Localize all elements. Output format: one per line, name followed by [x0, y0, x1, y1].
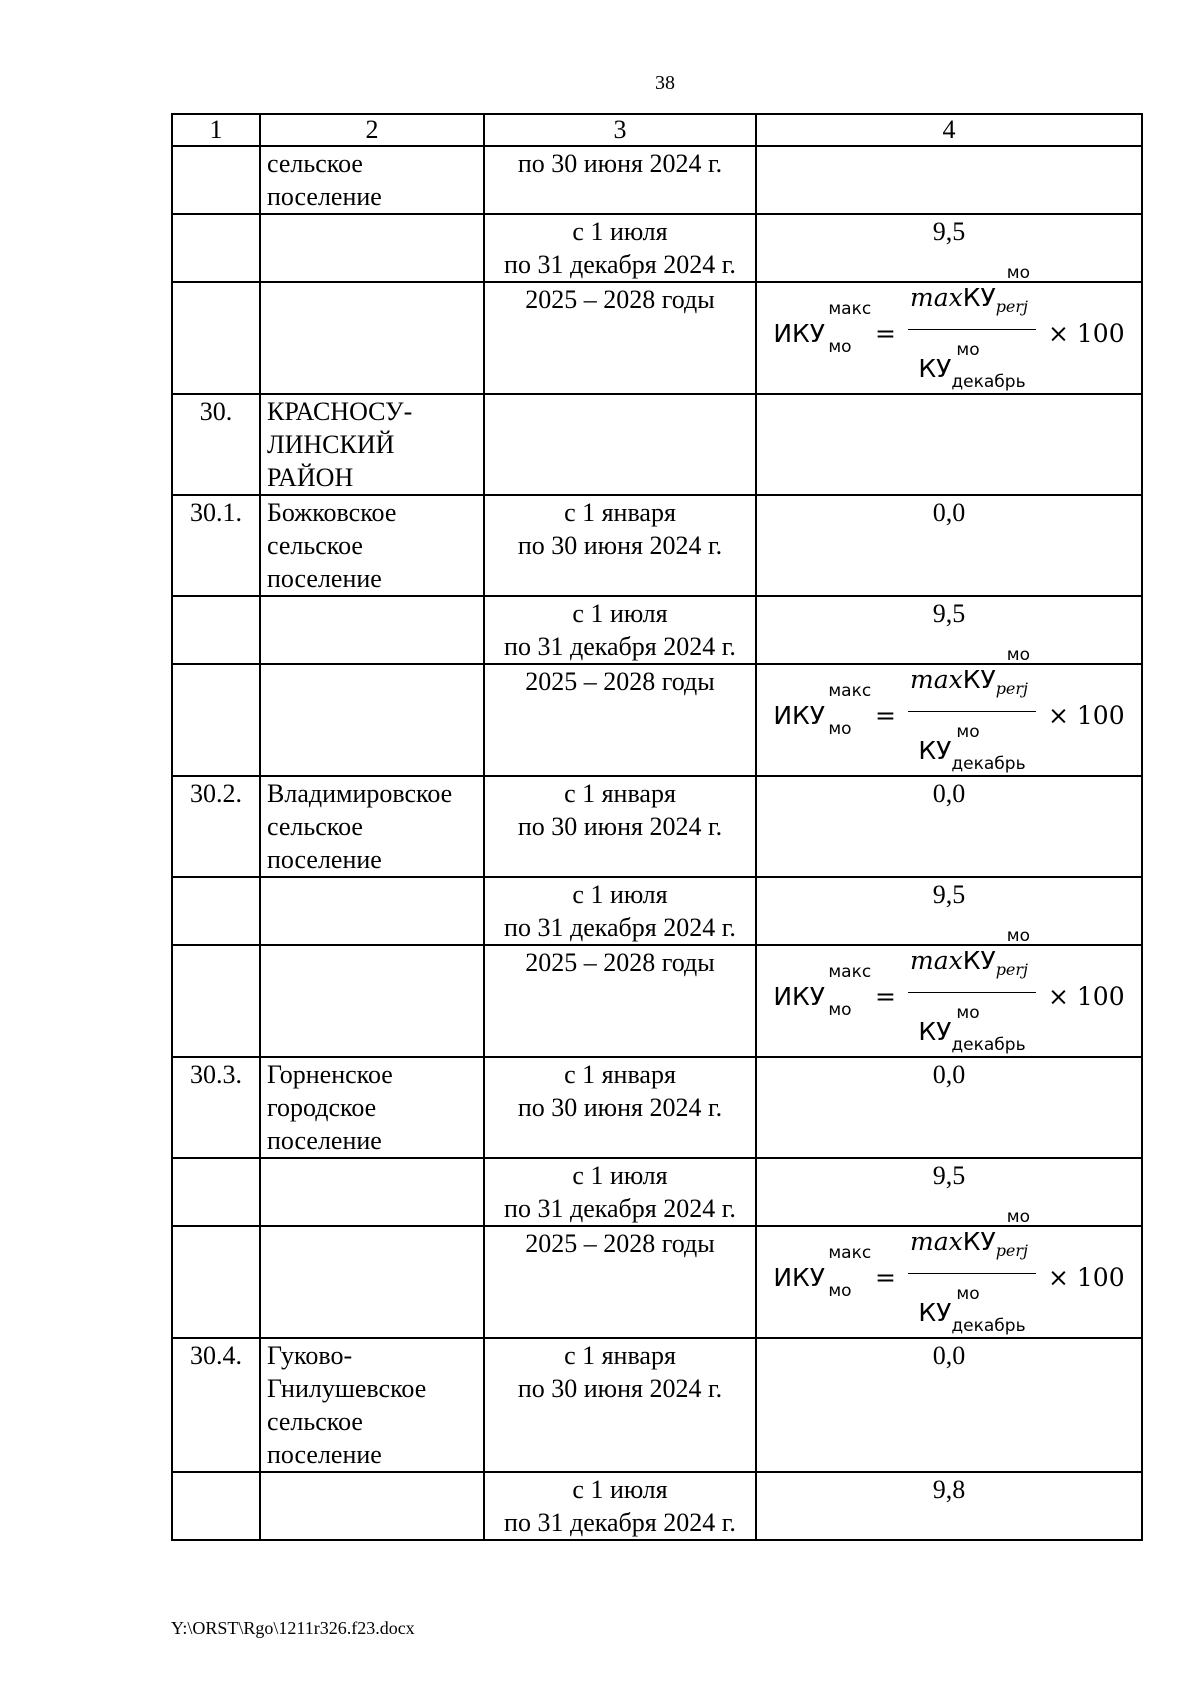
index-value-cell [756, 263, 1142, 394]
formula-max: max [909, 1227, 963, 1256]
formula [763, 645, 1135, 774]
settlement-name-line: Гнилушевское [267, 1374, 427, 1403]
period-cell [484, 945, 756, 1057]
formula-multiplier: × 100 [1048, 318, 1125, 348]
table-row [172, 394, 1142, 495]
formula-numerator [909, 1207, 1034, 1273]
page-number: 38 [655, 72, 675, 94]
index-value-cell: 0,0 [756, 495, 1142, 596]
formula-numerator-subscript: perj [995, 297, 1029, 316]
formula-lhs [773, 680, 872, 739]
formula-lhs-superscript: макс [828, 1242, 872, 1263]
index-value-cell [756, 645, 1142, 776]
settlement-name-cell [260, 776, 484, 877]
row-number-cell: 30. [172, 394, 260, 495]
settlement-name-line: поселение [267, 1440, 382, 1469]
period-line: с 1 июля [572, 217, 668, 246]
period-line: по 30 июня 2024 г. [517, 149, 723, 178]
formula-numerator-superscript: мо [1006, 645, 1031, 665]
formula-numerator [909, 263, 1034, 329]
period-cell [484, 596, 756, 664]
settlement-name-line: городское [267, 1093, 377, 1122]
settlement-name-cell [260, 596, 484, 664]
period-cell [484, 776, 756, 877]
index-value-cell [756, 1207, 1142, 1338]
period-line: 2025 – 2028 годы [525, 285, 715, 314]
formula-lhs-symbol: ИКУ [773, 1262, 826, 1292]
header-cell-4: 4 [756, 114, 1142, 146]
period-cell [484, 495, 756, 596]
row-number-cell [172, 214, 260, 282]
formula-numerator [909, 645, 1034, 711]
period-line: по 30 июня 2024 г. [517, 1374, 723, 1403]
period-cell [484, 1338, 756, 1472]
formula-equals: = [875, 1262, 896, 1292]
settlement-name-line: Владимировское [267, 779, 453, 808]
index-value-cell: 9,5 [756, 877, 1142, 945]
footer-file-path: Y:\ORST\Rgo\1211r326.f23.docx [171, 1618, 415, 1638]
settlement-name-cell [260, 1226, 484, 1338]
formula-numerator-superscript: мо [1006, 263, 1031, 283]
settlement-name-line: поселение [267, 1126, 382, 1155]
period-line: по 30 июня 2024 г. [517, 812, 723, 841]
formula-denominator [918, 1274, 1025, 1343]
formula-max: max [909, 946, 963, 975]
period-line: 2025 – 2028 годы [525, 1229, 715, 1258]
formula-denominator-subscript: декабрь [951, 1035, 1026, 1055]
formula-lhs [773, 1242, 872, 1301]
settlement-name-cell [260, 664, 484, 776]
formula-ku: КУ [962, 665, 996, 694]
period-line: 2025 – 2028 годы [525, 667, 715, 696]
period-cell [484, 394, 756, 495]
formula-lhs-superscript: макс [828, 680, 872, 701]
formula-denominator [918, 712, 1025, 781]
period-line: с 1 января [564, 1341, 676, 1370]
period-line: с 1 июля [572, 599, 668, 628]
table-row [172, 664, 1142, 776]
formula-fraction [908, 263, 1036, 399]
settlement-name-cell [260, 877, 484, 945]
row-number-cell: 30.4. [172, 1338, 260, 1472]
period-line: по 31 декабря 2024 г. [504, 913, 736, 942]
index-value-cell: 9,5 [756, 596, 1142, 664]
formula-lhs-symbol: ИКУ [773, 318, 826, 348]
table-body [172, 146, 1142, 1540]
formula-numerator-subscript: perj [995, 960, 1029, 979]
formula-lhs [773, 961, 872, 1020]
settlement-name-cell [260, 1057, 484, 1158]
table-row [172, 495, 1142, 596]
settlement-name-line: КРАСНОСУ- [267, 397, 413, 426]
formula-multiplier: × 100 [1048, 700, 1125, 730]
formula-denominator-subscript: декабрь [951, 372, 1026, 392]
period-cell [484, 877, 756, 945]
settlement-name-line: РАЙОН [267, 463, 354, 492]
formula-multiplier: × 100 [1048, 1262, 1125, 1292]
tariff-table [171, 113, 1143, 1541]
period-line: с 1 июля [572, 1475, 668, 1504]
formula [763, 926, 1135, 1055]
settlement-name-line: сельское [267, 812, 363, 841]
table-row [172, 945, 1142, 1057]
settlement-name-line: ЛИНСКИЙ [267, 430, 395, 459]
formula-fraction [908, 926, 1036, 1062]
header-row [172, 114, 1142, 146]
row-number-cell [172, 1226, 260, 1338]
formula-ku-denominator: КУ [918, 1017, 952, 1046]
table-row [172, 1057, 1142, 1158]
formula [763, 1207, 1135, 1336]
settlement-name-line: сельское [267, 531, 363, 560]
header-cell-1: 1 [172, 114, 260, 146]
row-number-cell [172, 877, 260, 945]
period-line: по 30 июня 2024 г. [517, 1093, 723, 1122]
period-line: с 1 июля [572, 1161, 668, 1190]
period-line: с 1 июля [572, 880, 668, 909]
settlement-name-cell [260, 146, 484, 214]
row-number-cell: 30.1. [172, 495, 260, 596]
period-line: с 1 января [564, 1060, 676, 1089]
formula-denominator-subscript: декабрь [951, 1316, 1026, 1336]
settlement-name-cell [260, 282, 484, 394]
period-cell [484, 1226, 756, 1338]
formula-lhs-symbol: ИКУ [773, 700, 826, 730]
formula-ku: КУ [962, 283, 996, 312]
formula-multiplier: × 100 [1048, 981, 1125, 1011]
settlement-name-line: поселение [267, 182, 382, 211]
settlement-name-cell [260, 1158, 484, 1226]
period-line: по 31 декабря 2024 г. [504, 250, 736, 279]
formula-numerator-subscript: perj [995, 679, 1029, 698]
index-value-cell: 9,5 [756, 214, 1142, 282]
settlement-name-line: поселение [267, 845, 382, 874]
formula-lhs-superscript: макс [828, 298, 872, 319]
formula-lhs-subscript: мо [828, 718, 852, 739]
index-value-cell: 0,0 [756, 776, 1142, 877]
settlement-name-cell [260, 495, 484, 596]
index-value-cell [756, 394, 1142, 495]
formula-lhs-subscript: мо [828, 999, 852, 1020]
period-line: 2025 – 2028 годы [525, 948, 715, 977]
index-value-cell: 0,0 [756, 1057, 1142, 1158]
settlement-name-cell [260, 214, 484, 282]
row-number-cell: 30.3. [172, 1057, 260, 1158]
formula-denominator-superscript: мо [956, 1284, 980, 1304]
table-row [172, 1472, 1142, 1540]
table-row [172, 776, 1142, 877]
period-line: по 31 декабря 2024 г. [504, 632, 736, 661]
formula-equals: = [875, 318, 896, 348]
row-number-cell [172, 146, 260, 214]
index-value-cell: 9,8 [756, 1472, 1142, 1540]
period-line: по 31 декабря 2024 г. [504, 1508, 736, 1537]
settlement-name-line: Божковское [267, 498, 397, 527]
formula-ku: КУ [962, 946, 996, 975]
index-value-cell [756, 146, 1142, 214]
formula-lhs-symbol: ИКУ [773, 981, 826, 1011]
formula-denominator-subscript: декабрь [951, 754, 1026, 774]
period-cell [484, 214, 756, 282]
row-number-cell: 30.2. [172, 776, 260, 877]
settlement-name-cell [260, 1472, 484, 1540]
formula-lhs [773, 298, 872, 357]
table-row [172, 1338, 1142, 1472]
formula-lhs-subscript: мо [828, 336, 852, 357]
formula-fraction [908, 645, 1036, 781]
settlement-name-cell [260, 394, 484, 495]
index-value-cell: 9,5 [756, 1158, 1142, 1226]
period-cell [484, 146, 756, 214]
formula-max: max [909, 665, 963, 694]
formula-numerator-superscript: мо [1006, 926, 1031, 946]
formula-denominator-superscript: мо [956, 722, 980, 742]
settlement-name-cell [260, 1338, 484, 1472]
row-number-cell [172, 596, 260, 664]
index-value-cell [756, 926, 1142, 1057]
formula-numerator [909, 926, 1034, 992]
formula-lhs-superscript: макс [828, 961, 872, 982]
settlement-name-line: сельское [267, 149, 363, 178]
formula-ku-denominator: КУ [918, 1298, 952, 1327]
formula-ku: КУ [962, 1227, 996, 1256]
formula [763, 263, 1135, 392]
row-number-cell [172, 1472, 260, 1540]
formula-denominator [918, 993, 1025, 1062]
period-cell [484, 664, 756, 776]
period-line: с 1 января [564, 779, 676, 808]
period-line: по 31 декабря 2024 г. [504, 1194, 736, 1223]
formula-ku-denominator: КУ [918, 354, 952, 383]
row-number-cell [172, 282, 260, 394]
table-row [172, 1226, 1142, 1338]
formula-equals: = [875, 981, 896, 1011]
settlement-name-line: сельское [267, 1407, 363, 1436]
row-number-cell [172, 664, 260, 776]
period-line: по 30 июня 2024 г. [517, 531, 723, 560]
formula-denominator-superscript: мо [956, 1003, 980, 1023]
table-row [172, 146, 1142, 214]
header-cell-2: 2 [260, 114, 484, 146]
period-cell [484, 1158, 756, 1226]
formula-max: max [909, 283, 963, 312]
header-cell-3: 3 [484, 114, 756, 146]
row-number-cell [172, 1158, 260, 1226]
period-line: с 1 января [564, 498, 676, 527]
formula-equals: = [875, 700, 896, 730]
period-cell [484, 1057, 756, 1158]
index-value-cell: 0,0 [756, 1338, 1142, 1472]
settlement-name-line: Горненское [267, 1060, 393, 1089]
formula-denominator [918, 330, 1025, 399]
formula-ku-denominator: КУ [918, 736, 952, 765]
formula-numerator-subscript: perj [995, 1241, 1029, 1260]
settlement-name-cell [260, 945, 484, 1057]
settlement-name-line: поселение [267, 564, 382, 593]
formula-numerator-superscript: мо [1006, 1207, 1031, 1227]
formula-denominator-superscript: мо [956, 340, 980, 360]
period-cell [484, 282, 756, 394]
row-number-cell [172, 945, 260, 1057]
formula-fraction [908, 1207, 1036, 1343]
table-row [172, 282, 1142, 394]
settlement-name-line: Гуково- [267, 1341, 353, 1370]
period-cell [484, 1472, 756, 1540]
formula-lhs-subscript: мо [828, 1280, 852, 1301]
